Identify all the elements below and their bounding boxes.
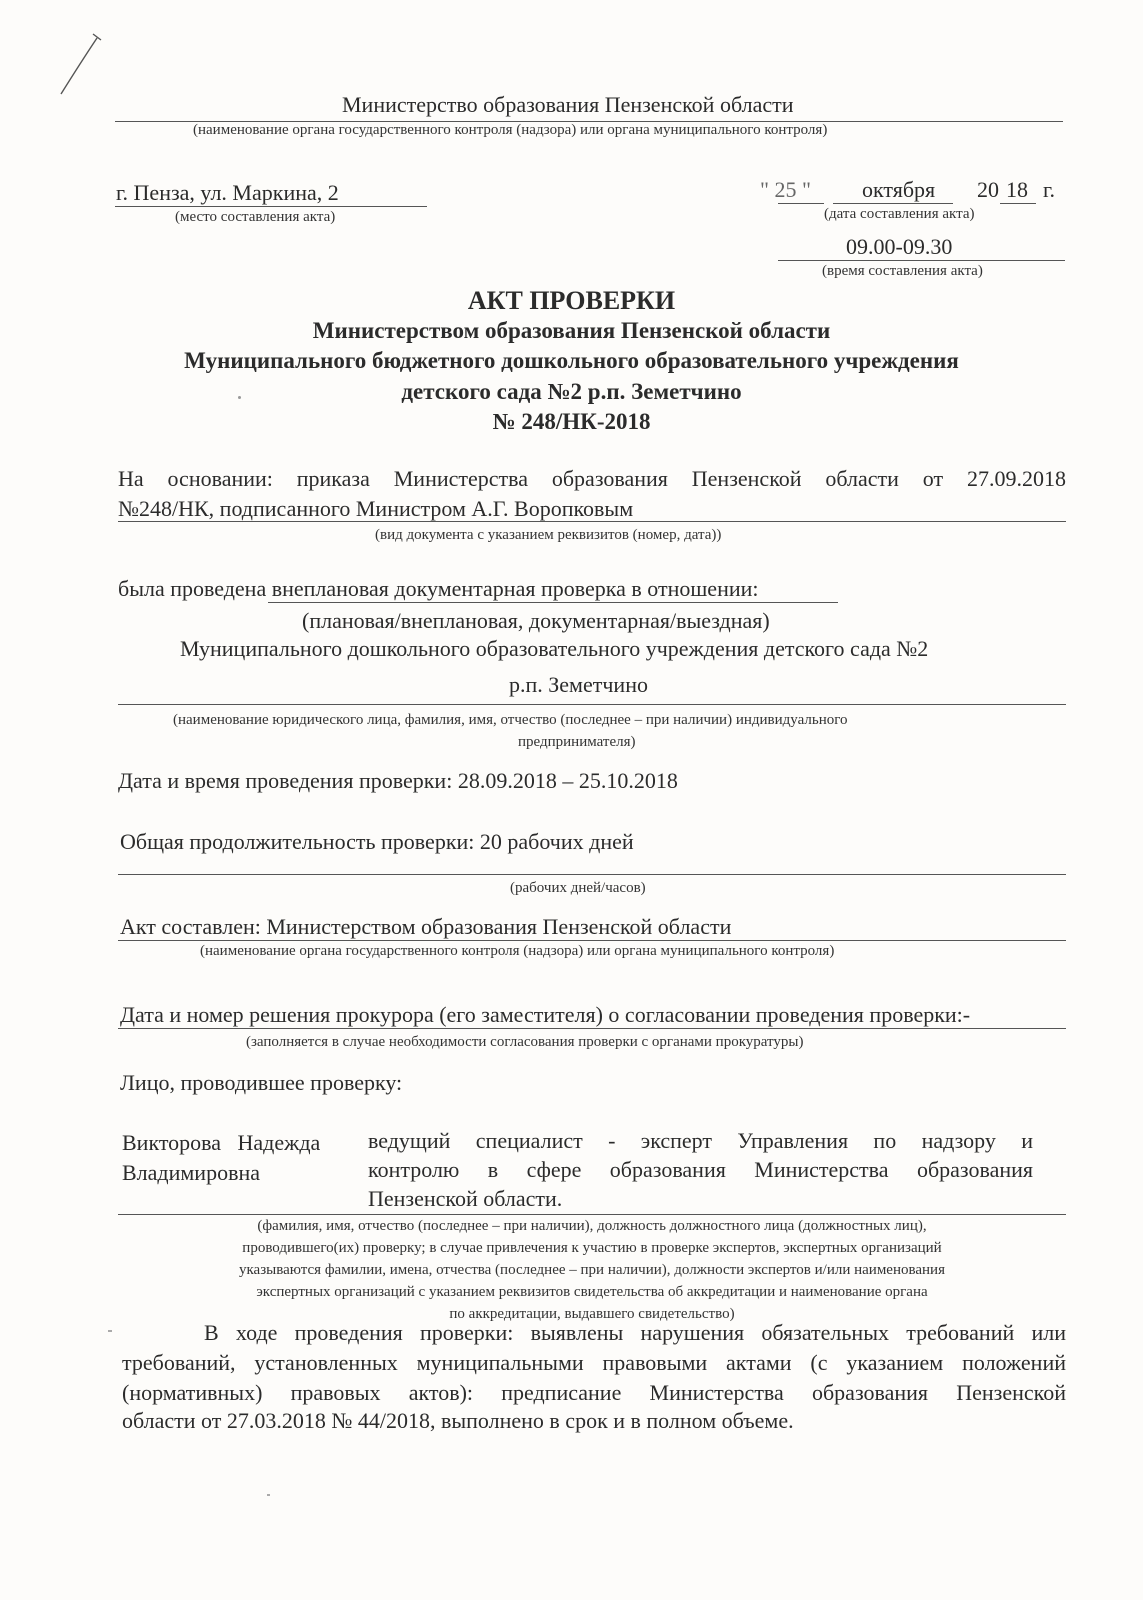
date-year-unit: г. bbox=[1043, 177, 1056, 202]
entity-line1: Муниципального дошкольного образовательного учреждения детского сада №2 bbox=[180, 636, 929, 661]
prosecutor-caption: (заполняется в случае необходимости согласования проверки с органами прокуратуры) bbox=[246, 1034, 804, 1050]
entity-caption2: предпринимателя) bbox=[518, 734, 636, 750]
inspector-name-line1: Викторова Надежда bbox=[122, 1130, 321, 1155]
date-year-suffix: 18 bbox=[1006, 177, 1028, 202]
organ-caption: (наименование органа государственного контроля (надзора) или органа муниципального контроля) bbox=[193, 122, 828, 138]
inspector-position-line1: ведущий специалист - эксперт Управления по надзору и bbox=[368, 1128, 1033, 1153]
inspector-caption2: проводившего(их) проверку; в случае привлечения к участию в проверке экспертов, экспертных организаций bbox=[242, 1240, 942, 1256]
prosecutor-underline bbox=[118, 1028, 1066, 1029]
duration-caption: (рабочих дней/часов) bbox=[510, 880, 646, 896]
act-title-line2: Министерством образования Пензенской области bbox=[312, 318, 831, 343]
entity-caption1: (наименование юридического лица, фамилия, имя, отчество (последнее – при наличии) индивидуального bbox=[173, 712, 848, 728]
date-day: " 25 " bbox=[760, 177, 811, 202]
date-caption: (дата составления акта) bbox=[824, 206, 975, 222]
scan-speck bbox=[267, 1494, 270, 1496]
inspector-caption5: по аккредитации, выдавшего свидетельство) bbox=[449, 1306, 735, 1322]
inspector-position-line2: контролю в сфере образования Министерства образования bbox=[368, 1157, 1033, 1182]
act-title-line3: Муниципального бюджетного дошкольного образовательного учреждения bbox=[184, 348, 959, 373]
inspector-caption4: экспертных организаций с указанием реквизитов свидетельства об аккредитации и наименование органа bbox=[256, 1284, 928, 1300]
scan-speck bbox=[238, 396, 241, 399]
time-underline bbox=[778, 260, 1065, 261]
entity-line2: р.п. Земетчино bbox=[509, 672, 648, 697]
entity-underline bbox=[118, 704, 1066, 705]
result-line2: требований, установленных муниципальными правовыми актами (с указанием положений bbox=[122, 1350, 1066, 1375]
result-line3: (нормативных) правовых актов): предписание Министерства образования Пензенской bbox=[122, 1380, 1066, 1405]
duration-underline bbox=[118, 874, 1066, 875]
compiled-caption: (наименование органа государственного контроля (надзора) или органа муниципального контроля) bbox=[200, 943, 835, 959]
date-year-underline bbox=[1000, 203, 1036, 204]
inspection-period: Дата и время проведения проверки: 28.09.2018 – 25.10.2018 bbox=[118, 768, 678, 793]
prosecutor-text: Дата и номер решения прокурора (его заместителя) о согласовании проведения проверки:- bbox=[120, 1002, 971, 1027]
inspection-type-caption: (плановая/внеплановая, документарная/выездная) bbox=[302, 608, 770, 633]
compiled-by: Акт составлен: Министерством образования Пензенской области bbox=[120, 914, 732, 939]
act-title: АКТ ПРОВЕРКИ bbox=[467, 286, 676, 315]
inspection-duration: Общая продолжительность проверки: 20 рабочих дней bbox=[120, 829, 634, 854]
date-month-underline bbox=[833, 203, 953, 204]
date-year-prefix: 20 bbox=[977, 177, 999, 202]
inspector-underline bbox=[118, 1214, 1066, 1215]
date-month: октября bbox=[862, 177, 936, 202]
scan-speck bbox=[108, 1330, 112, 1332]
place-value: г. Пенза, ул. Маркина, 2 bbox=[116, 180, 339, 205]
basis-underline bbox=[118, 521, 1066, 522]
time-caption: (время составления акта) bbox=[822, 263, 983, 279]
result-line1: В ходе проведения проверки: выявлены нарушения обязательных требований или bbox=[204, 1320, 1066, 1345]
inspector-caption3: указываются фамилии, имена, отчества (последнее – при наличии), должности экспертов и/или наименования bbox=[239, 1262, 945, 1278]
time-value: 09.00-09.30 bbox=[846, 234, 953, 259]
pen-mark-decoration bbox=[55, 30, 105, 100]
act-number: № 248/НК-2018 bbox=[492, 409, 651, 434]
act-title-line4: детского сада №2 р.п. Земетчино bbox=[401, 379, 742, 404]
place-caption: (место составления акта) bbox=[175, 209, 336, 225]
inspector-position-line3: Пензенской области. bbox=[368, 1186, 563, 1211]
date-day-underline bbox=[778, 203, 824, 204]
inspection-type-line: была проведена внеплановая документарная проверка в отношении: bbox=[118, 576, 759, 601]
inspector-heading: Лицо, проводившее проверку: bbox=[120, 1070, 403, 1095]
inspector-name-line2: Владимировна bbox=[122, 1160, 261, 1185]
basis-line2: №248/НК, подписанного Министром А.Г. Воропковым bbox=[118, 496, 634, 521]
basis-caption: (вид документа с указанием реквизитов (номер, дата)) bbox=[375, 527, 722, 543]
inspection-type-underline bbox=[268, 602, 838, 603]
basis-line1: На основании: приказа Министерства образования Пензенской области от 27.09.2018 bbox=[118, 466, 1066, 491]
result-line4: области от 27.03.2018 № 44/2018, выполнено в срок и в полном объеме. bbox=[122, 1408, 794, 1433]
compiled-underline bbox=[118, 940, 1066, 941]
organ-name: Министерство образования Пензенской области bbox=[342, 92, 794, 117]
inspector-caption1: (фамилия, имя, отчество (последнее – при наличии), должность должностного лица (должностных лиц), bbox=[257, 1218, 927, 1234]
place-underline bbox=[115, 206, 427, 207]
